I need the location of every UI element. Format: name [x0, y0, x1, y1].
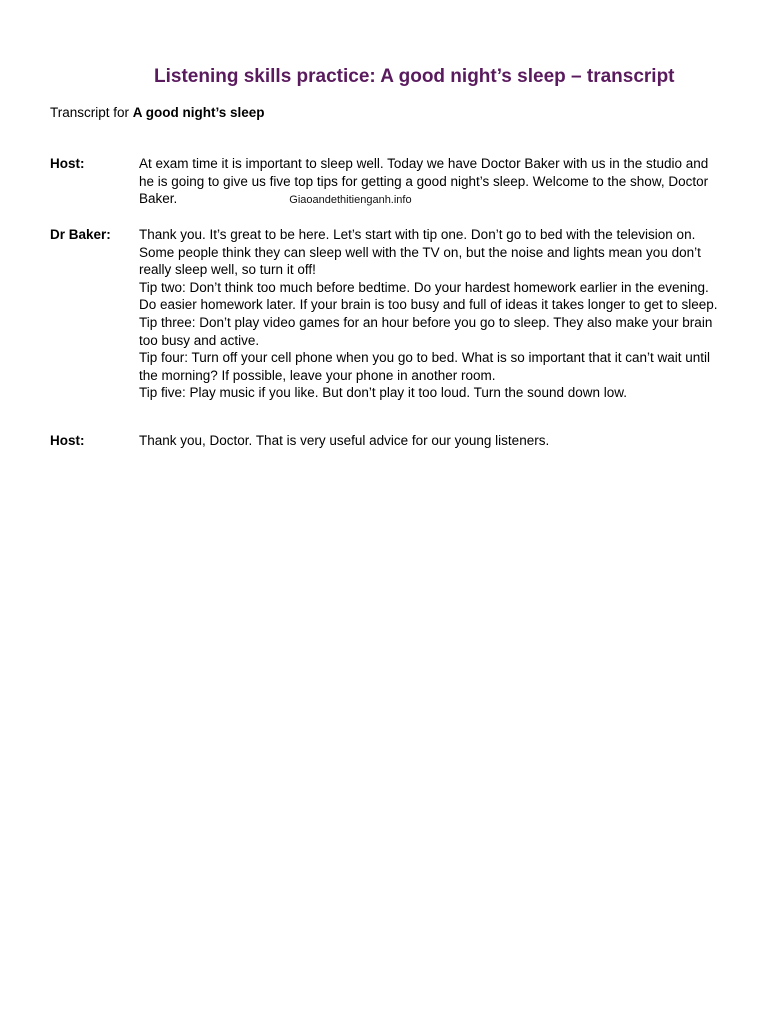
speech-line: Tip four: Turn off your cell phone when you go to bed. What is so important that it can’t wait until the morning? If possible, leave your phone in another room.: [139, 350, 711, 383]
speaker-label: Dr Baker:: [50, 227, 111, 242]
subtitle-bold: A good night’s sleep: [132, 105, 265, 120]
dialogue-block-dr-baker: [50, 226, 720, 426]
watermark-text: Giaoandethitienganh.info: [289, 194, 412, 207]
speech-line: Thank you. It’s great to be here. Let’s start with tip one. Don’t go to bed with the television on. Some people think they can sleep well with the TV on, but the noise and lights mean you don’t really sleep well, so turn it off!: [139, 227, 701, 278]
speech-text: [139, 155, 719, 210]
speech-line: Thank you, Doctor. That is very useful advice for our young listeners.: [139, 433, 550, 448]
speaker-label: Host:: [50, 433, 85, 448]
speech-line: Tip five: Play music if you like. But don’t play it too loud. Turn the sound down low.: [139, 385, 628, 401]
speech-line: Tip two: Don’t think too much before bedtime. Do your hardest homework earlier in the evening. Do easier homework later. If your brain is too busy and full of ideas it takes longer to get to sleep.: [139, 279, 718, 313]
page-title: Listening skills practice: A good night’s sleep – transcript: [154, 66, 675, 87]
speech-line: [139, 155, 719, 210]
speaker-label: Host:: [50, 156, 85, 171]
speech-line: Tip three: Don’t play video games for an hour before you go to sleep. They also make your brain too busy and active.: [139, 314, 713, 348]
speech-text: [139, 226, 719, 402]
speech-text: [139, 432, 719, 450]
dialogue-block-host-intro: [50, 155, 720, 215]
transcript-subtitle: [50, 105, 265, 120]
subtitle-prefix: Transcript for: [50, 105, 133, 120]
speech-line-text: At exam time it is important to sleep well. Today we have Doctor Baker with us in the studio and he is going to give us five top tips for getting a good night’s sleep. Welcome to the show, Doctor Baker.: [139, 156, 709, 207]
dialogue-block-host-outro: [50, 432, 720, 452]
